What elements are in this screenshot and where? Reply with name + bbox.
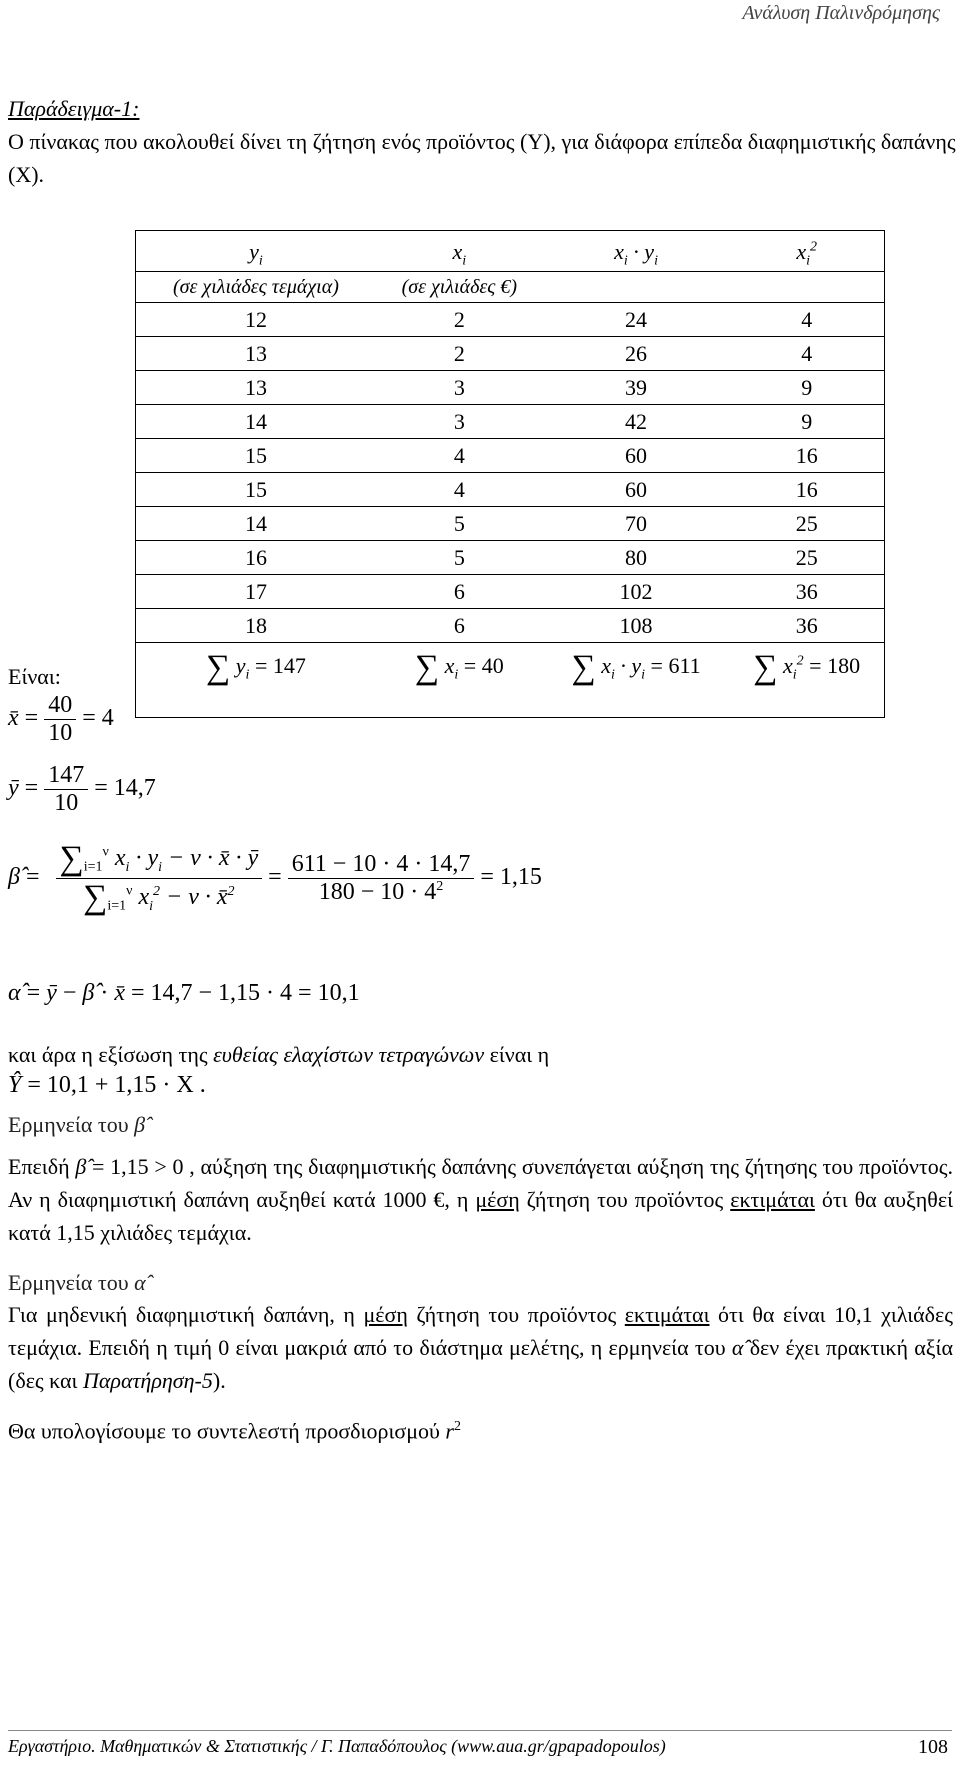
table-row bbox=[136, 303, 885, 337]
header-x2: $x_i^2$ bbox=[729, 231, 884, 272]
table-cell: 39 bbox=[543, 371, 730, 405]
table-cell: 6 bbox=[376, 575, 543, 609]
regression-equation: Ŷ = 10,1 + 1,15 · X . bbox=[8, 1072, 206, 1098]
beta-formula: β̂ = $\frac{\sum_{i=1}^\nu x_i \cdot y_i - \nu \cdot x̄ \cdot ȳ}{\sum_{i=1}^\nu x_i^2 - \nu \cdot x̄^2}$ = $\frac{611 - 10 \cdot 4 \cdot 14,7}{180 - 10 \cdot 4^2}$ = 1,15 bbox=[8, 840, 542, 916]
subheader-x: (σε χιλιάδες €) bbox=[376, 272, 543, 303]
subheader-y: (σε χιλιάδες τεμάχια) bbox=[136, 272, 376, 303]
xbar-formula: x̄ = $\frac{40}{10}$ = 4 bbox=[8, 692, 114, 746]
footer-text: Εργαστήριο. Μαθηματικών & Στατιστικής / Γ. Παπαδόπουλος (www.aua.gr/gpapadopoulos) bbox=[8, 1736, 666, 1756]
table-cell: 15 bbox=[136, 473, 376, 507]
table-row bbox=[136, 541, 885, 575]
table-cell: 14 bbox=[136, 507, 376, 541]
table-cell: 108 bbox=[543, 609, 730, 643]
table-cell: 15 bbox=[136, 439, 376, 473]
table-cell: 4 bbox=[376, 473, 543, 507]
table-cell: 5 bbox=[376, 541, 543, 575]
table-cell: 3 bbox=[376, 405, 543, 439]
table-row bbox=[136, 371, 885, 405]
table-cell: 16 bbox=[729, 473, 884, 507]
header-x: $x_i$ bbox=[376, 231, 543, 272]
table-row bbox=[136, 609, 885, 643]
table-cell: 4 bbox=[729, 337, 884, 371]
beta-interp-text: Επειδή β̂ = 1,15 > 0 , αύξηση της διαφημιστικής δαπάνης συνεπάγεται αύξηση της ζήτησης του προϊόντος. Αν η διαφημιστική δαπάνη αυξηθεί κατά 1000 €, η μέση ζήτηση του προϊόντος εκτιμάται ότι θα αυξηθεί κατά 1,15 χιλιάδες τεμάχια. bbox=[8, 1154, 954, 1245]
table-cell: 4 bbox=[376, 439, 543, 473]
example-intro: Ο πίνακας που ακολουθεί δίνει τη ζήτηση ενός προϊόντος (Y), για διάφορα επίπεδα διαφημιστικής δαπάνης (X). bbox=[8, 129, 956, 187]
sum-x2: ∑ $x_i^2 = 180$ bbox=[729, 643, 884, 718]
table-subheader-row bbox=[136, 272, 885, 303]
table-cell: 36 bbox=[729, 609, 884, 643]
sum-y: ∑ $y_i = 147$ bbox=[136, 643, 376, 718]
table-row bbox=[136, 507, 885, 541]
r2-line: Θα υπολογίσουμε το συντελεστή προσδιορισμού $r^2$ bbox=[8, 1418, 461, 1444]
example-title: Παράδειγμα-1: bbox=[8, 96, 140, 121]
data-table bbox=[135, 230, 885, 718]
table-cell: 36 bbox=[729, 575, 884, 609]
table-cell: 9 bbox=[729, 371, 884, 405]
table-cell: 12 bbox=[136, 303, 376, 337]
table-header-row bbox=[136, 231, 885, 272]
conclusion-text: και άρα η εξίσωση της ευθείας ελαχίστων τετραγώνων είναι η bbox=[8, 1042, 550, 1067]
table-cell: 3 bbox=[376, 371, 543, 405]
table-cell: 13 bbox=[136, 371, 376, 405]
table-row bbox=[136, 575, 885, 609]
table-cell: 9 bbox=[729, 405, 884, 439]
table-cell: 25 bbox=[729, 541, 884, 575]
table-cell: 16 bbox=[136, 541, 376, 575]
footer-divider bbox=[8, 1730, 952, 1731]
sum-x: ∑ $x_i = 40$ bbox=[376, 643, 543, 718]
table-cell: 70 bbox=[543, 507, 730, 541]
table-cell: 25 bbox=[729, 507, 884, 541]
ybar-formula: ȳ = $\frac{147}{10}$ = 14,7 bbox=[8, 762, 156, 816]
header-xy: $x_i \cdot y_i$ bbox=[543, 231, 730, 272]
sum-xy: ∑ $x_i \cdot y_i = 611$ bbox=[543, 643, 730, 718]
table-cell: 13 bbox=[136, 337, 376, 371]
table-cell: 60 bbox=[543, 439, 730, 473]
alpha-interp-heading: Ερμηνεία του α̂ bbox=[8, 1270, 146, 1295]
table-cell: 5 bbox=[376, 507, 543, 541]
alpha-interp-text: Για μηδενική διαφημιστική δαπάνη, η μέση ζήτηση του προϊόντος εκτιμάται ότι θα είναι 10,1 χιλιάδες τεμάχια. Επειδή η τιμή 0 είναι μακριά από το διάστημα μελέτης, η ερμηνεία του α̂ δεν έχει πρακτική αξία (δες και Παρατήρηση-5). bbox=[8, 1302, 953, 1393]
table-cell: 14 bbox=[136, 405, 376, 439]
table-cell: 26 bbox=[543, 337, 730, 371]
calc-intro: Είναι: bbox=[8, 664, 61, 689]
table-cell: 80 bbox=[543, 541, 730, 575]
page-number: 108 bbox=[918, 1736, 948, 1758]
table-cell: 102 bbox=[543, 575, 730, 609]
table-row bbox=[136, 405, 885, 439]
table-cell: 42 bbox=[543, 405, 730, 439]
table-cell: 4 bbox=[729, 303, 884, 337]
running-header: Ανάλυση Παλινδρόμησης bbox=[742, 2, 940, 24]
table-row bbox=[136, 439, 885, 473]
table-cell: 24 bbox=[543, 303, 730, 337]
header-y: $y_i$ bbox=[136, 231, 376, 272]
table-cell: 2 bbox=[376, 337, 543, 371]
table-row bbox=[136, 473, 885, 507]
beta-interp-heading: Ερμηνεία του β̂ bbox=[8, 1112, 146, 1137]
table-cell: 6 bbox=[376, 609, 543, 643]
table-cell: 2 bbox=[376, 303, 543, 337]
table-cell: 18 bbox=[136, 609, 376, 643]
table-cell: 16 bbox=[729, 439, 884, 473]
table-row bbox=[136, 337, 885, 371]
alpha-formula: α̂ = ȳ − β̂ · x̄ = 14,7 − 1,15 · 4 = 10,1 bbox=[8, 980, 360, 1006]
table-cell: 60 bbox=[543, 473, 730, 507]
table-cell: 17 bbox=[136, 575, 376, 609]
